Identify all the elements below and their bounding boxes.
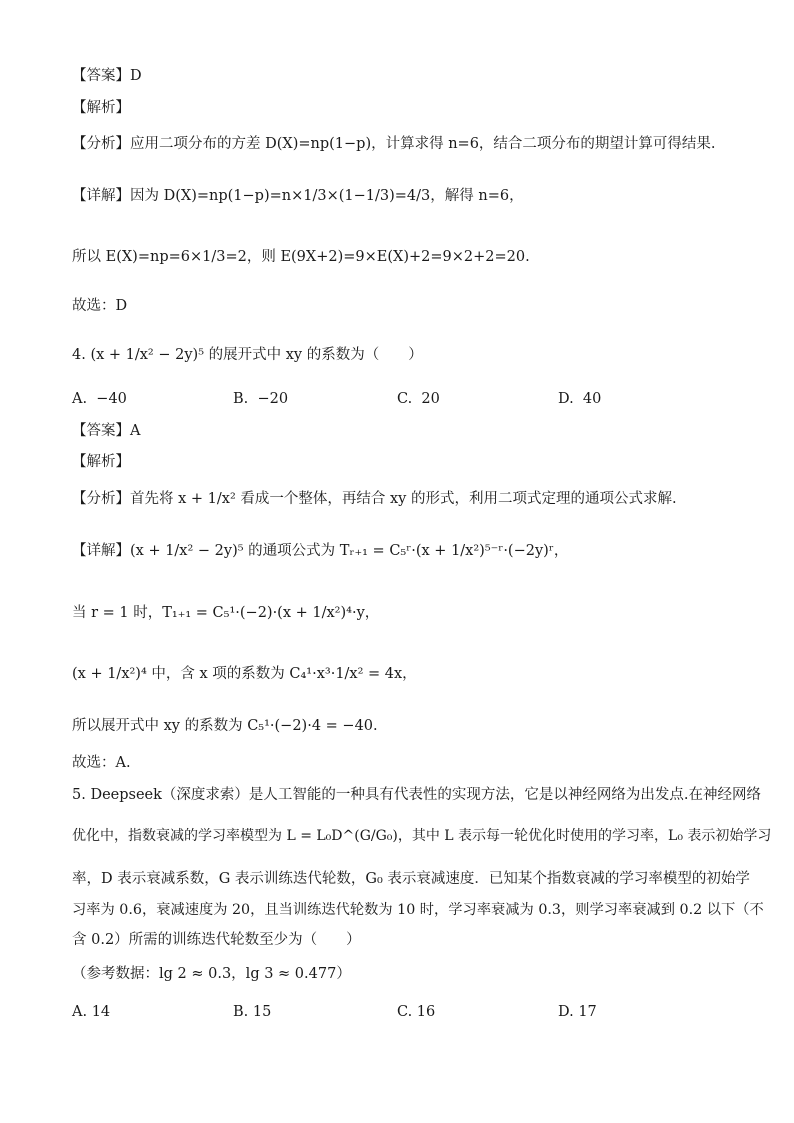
option-b: B. 15 — [233, 1004, 272, 1020]
option-d: D. 17 — [558, 1004, 597, 1020]
answer-line: 【答案】A — [72, 423, 141, 439]
question-5-line-2: 优化中，指数衰减的学习率模型为 L = L₀D^(G/G₀)，其中 L 表示每一轮优化时使用的学习率，L₀ 表示初始学习 — [72, 828, 772, 844]
question-5-line-1: 5. Deepseek（深度求索）是人工智能的一种具有代表性的实现方法，它是以神经网络为出发点.在神经网络 — [72, 787, 762, 803]
question-5-line-3: 率，D 表示衰减系数，G 表示训练迭代轮数，G₀ 表示衰减速度．已知某个指数衰减的学习率模型的初始学 — [72, 871, 750, 887]
question-4: 4. (x + 1/x² − 2y)⁵ 的展开式中 xy 的系数为（ ） — [72, 347, 423, 363]
answer-line: 【答案】D — [72, 68, 142, 84]
analysis-heading: 【解析】 — [72, 100, 130, 116]
detail-text: 【详解】因为 D(X)=np(1−p)=n×1/3×(1−1/3)=4/3，解得 n=6， — [72, 188, 524, 204]
question-5-options — [72, 1002, 732, 1022]
detail-text: 【详解】(x + 1/x² − 2y)⁵ 的通项公式为 Tᵣ₊₁ = C₅ʳ·(x + 1/x²)⁵⁻ʳ·(−2y)ʳ， — [72, 543, 569, 559]
option-a: A. 14 — [72, 1004, 111, 1020]
detail-text-3: (x + 1/x²)⁴ 中，含 x 项的系数为 C₄¹·x³·1/x² = 4x， — [72, 666, 417, 682]
reference-data: （参考数据：lg 2 ≈ 0.3，lg 3 ≈ 0.477） — [72, 966, 351, 982]
detail-text-2: 当 r = 1 时，T₁₊₁ = C₅¹·(−2)·(x + 1/x²)⁴·y， — [72, 605, 380, 621]
analysis-text: 【分析】应用二项分布的方差 D(X)=np(1−p)，计算求得 n=6，结合二项分布的期望计算可得结果. — [72, 136, 716, 152]
option-d: D. 40 — [558, 391, 602, 407]
question-5-line-4: 习率为 0.6，衰减速度为 20，且当训练迭代轮数为 10 时，学习率衰减为 0.3，则学习率衰减到 0.2 以下（不 — [72, 902, 764, 918]
detail-text-2: 所以 E(X)=np=6×1/3=2，则 E(9X+2)=9×E(X)+2=9×2+2=20. — [72, 249, 530, 265]
detail-text-4: 所以展开式中 xy 的系数为 C₅¹·(−2)·4 = −40. — [72, 718, 378, 734]
option-c: C. 16 — [397, 1004, 436, 1020]
choice-line: 故选：D — [72, 298, 128, 314]
option-b: B. −20 — [233, 391, 289, 407]
choice-line: 故选：A. — [72, 755, 131, 771]
option-a: A. −40 — [72, 391, 127, 407]
question-4-options — [72, 389, 732, 409]
question-5-line-5: 含 0.2）所需的训练迭代轮数至少为（ ） — [72, 932, 361, 948]
option-c: C. 20 — [397, 391, 440, 407]
analysis-heading: 【解析】 — [72, 454, 130, 470]
analysis-text: 【分析】首先将 x + 1/x² 看成一个整体，再结合 xy 的形式，利用二项式定理的通项公式求解. — [72, 491, 677, 507]
